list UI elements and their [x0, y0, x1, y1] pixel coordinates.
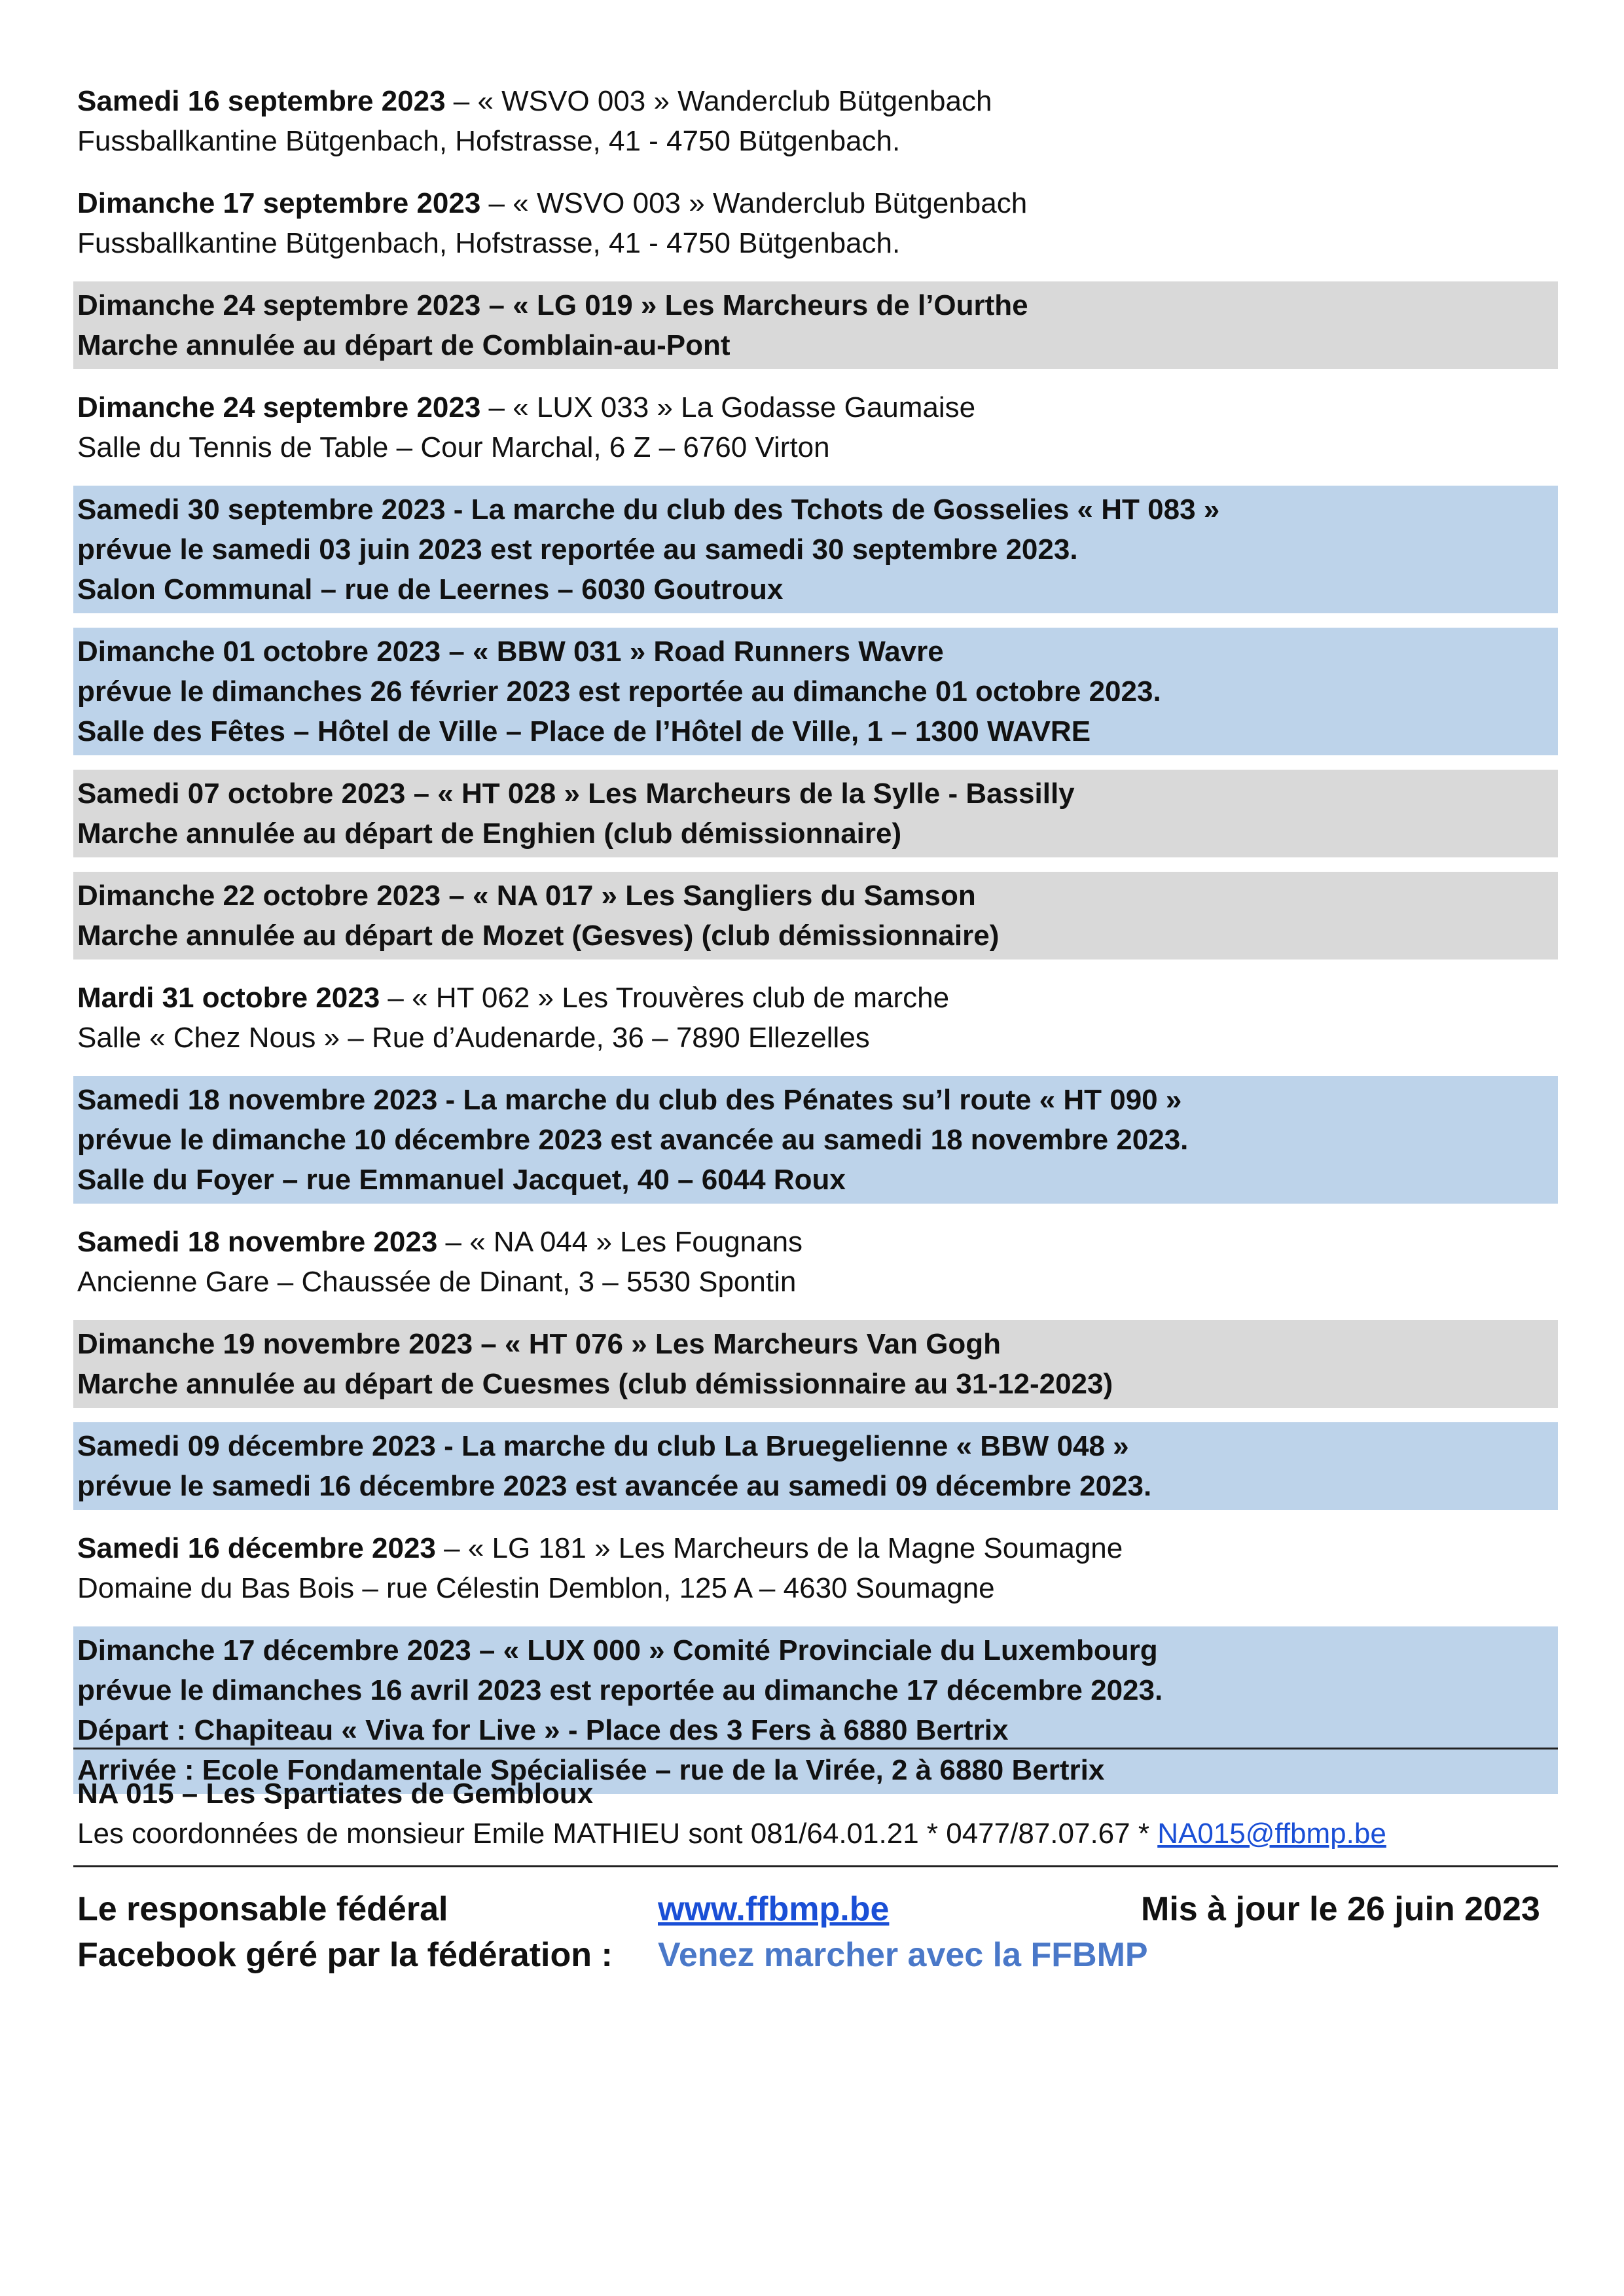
event-heading — [77, 1080, 1554, 1120]
club-note — [77, 1774, 1386, 1854]
event-entry — [73, 77, 1558, 165]
event-entry — [73, 1626, 1558, 1794]
event-heading — [77, 183, 1554, 223]
event-heading — [77, 81, 1554, 121]
event-heading — [77, 387, 1554, 427]
event-entry — [73, 1076, 1558, 1204]
event-date: Samedi 07 octobre 2023 – « HT 028 » Les Marcheurs de la Sylle - Bassilly — [77, 778, 1075, 810]
event-detail: Ancienne Gare – Chaussée de Dinant, 3 – 5530 Spontin — [77, 1266, 797, 1298]
event-heading — [77, 1426, 1554, 1466]
event-club: – « LG 181 » Les Marcheurs de la Magne Soumagne — [435, 1532, 1123, 1564]
event-date: Samedi 16 décembre 2023 — [77, 1532, 436, 1564]
footer — [77, 1886, 1558, 1978]
event-club: – « WSVO 003 » Wanderclub Bütgenbach — [445, 85, 992, 117]
event-date: Dimanche 17 décembre 2023 – « LUX 000 » Comité Provinciale du Luxembourg — [77, 1634, 1158, 1666]
event-date: Dimanche 01 octobre 2023 – « BBW 031 » Road Runners Wavre — [77, 636, 944, 668]
event-club: – « LUX 033 » La Godasse Gaumaise — [480, 391, 976, 423]
event-date: Dimanche 22 octobre 2023 – « NA 017 » Les Sangliers du Samson — [77, 880, 976, 912]
event-entry — [73, 281, 1558, 369]
event-heading — [77, 774, 1554, 814]
event-entry — [73, 628, 1558, 755]
event-date: Dimanche 19 novembre 2023 – « HT 076 » Les Marcheurs Van Gogh — [77, 1328, 1001, 1360]
event-date: Dimanche 17 septembre 2023 — [77, 187, 481, 219]
event-entry — [73, 384, 1558, 471]
update-date: Mis à jour le 26 juin 2023 — [1141, 1890, 1540, 1928]
event-entry — [73, 974, 1558, 1062]
event-entry — [73, 1524, 1558, 1612]
event-detail: Salon Communal – rue de Leernes – 6030 Goutroux — [77, 573, 784, 605]
website-link[interactable]: www.ffbmp.be — [658, 1890, 890, 1928]
event-club: – « HT 062 » Les Trouvères club de marche — [380, 982, 950, 1014]
event-entry — [73, 1320, 1558, 1408]
event-heading — [77, 1324, 1554, 1364]
event-date: Dimanche 24 septembre 2023 – « LG 019 » Les Marcheurs de l’Ourthe — [77, 289, 1028, 321]
event-heading — [77, 978, 1554, 1018]
event-detail: prévue le dimanches 26 février 2023 est reportée au dimanche 01 octobre 2023. — [77, 675, 1161, 708]
event-entry — [73, 770, 1558, 857]
event-entry — [73, 872, 1558, 960]
event-detail: Marche annulée au départ de Comblain-au-Pont — [77, 329, 731, 361]
event-detail: Salle des Fêtes – Hôtel de Ville – Place de l’Hôtel de Ville, 1 – 1300 WAVRE — [77, 715, 1091, 747]
event-date: Samedi 16 septembre 2023 — [77, 85, 446, 117]
event-heading — [77, 1222, 1554, 1262]
event-heading — [77, 1630, 1554, 1670]
event-date: Dimanche 24 septembre 2023 — [77, 391, 481, 423]
event-detail: Arrivée : Ecole Fondamentale Spécialisée – rue de la Virée, 2 à 6880 Bertrix — [77, 1754, 1105, 1786]
event-detail: prévue le samedi 16 décembre 2023 est avancée au samedi 09 décembre 2023. — [77, 1470, 1152, 1502]
facebook-label: Facebook géré par la fédération : — [77, 1936, 613, 1974]
event-entry — [73, 179, 1558, 267]
event-club: – « NA 044 » Les Fougnans — [437, 1226, 803, 1258]
event-entry — [73, 1422, 1558, 1510]
club-note-title: NA 015 – Les Spartiates de Gembloux — [77, 1778, 594, 1810]
club-note-text: Les coordonnées de monsieur Emile MATHIEU sont 081/64.01.21 * 0477/87.07.67 * NA015@ffbmp.be — [77, 1818, 1386, 1850]
event-detail: Domaine du Bas Bois – rue Célestin Demblon, 125 A – 4630 Soumagne — [77, 1572, 995, 1604]
responsable-label: Le responsable fédéral — [77, 1890, 448, 1928]
event-heading — [77, 490, 1554, 529]
event-heading — [77, 1528, 1554, 1568]
event-detail: Marche annulée au départ de Enghien (club démissionnaire) — [77, 817, 902, 850]
event-detail: Marche annulée au départ de Cuesmes (club démissionnaire au 31-12-2023) — [77, 1368, 1113, 1400]
events-list — [73, 77, 1558, 1808]
event-date: Mardi 31 octobre 2023 — [77, 982, 380, 1014]
event-detail: prévue le dimanche 10 décembre 2023 est avancée au samedi 18 novembre 2023. — [77, 1124, 1189, 1156]
event-detail: Fussballkantine Bütgenbach, Hofstrasse, 41 - 4750 Bütgenbach. — [77, 125, 901, 157]
divider — [73, 1865, 1558, 1867]
event-entry — [73, 486, 1558, 613]
event-heading — [77, 632, 1554, 672]
divider — [73, 1748, 1558, 1749]
event-heading — [77, 285, 1554, 325]
event-date: Samedi 18 novembre 2023 — [77, 1226, 438, 1258]
event-entry — [73, 1218, 1558, 1306]
event-date: Samedi 09 décembre 2023 - La marche du club La Bruegelienne « BBW 048 » — [77, 1430, 1129, 1462]
event-heading — [77, 876, 1554, 916]
email-link[interactable]: NA015@ffbmp.be — [1157, 1818, 1386, 1850]
event-club: – « WSVO 003 » Wanderclub Bütgenbach — [480, 187, 1028, 219]
event-date: Samedi 30 septembre 2023 - La marche du club des Tchots de Gosselies « HT 083 » — [77, 493, 1220, 526]
event-date: Samedi 18 novembre 2023 - La marche du club des Pénates su’l route « HT 090 » — [77, 1084, 1182, 1116]
event-detail: prévue le dimanches 16 avril 2023 est reportée au dimanche 17 décembre 2023. — [77, 1674, 1163, 1706]
event-detail: Marche annulée au départ de Mozet (Gesves) (club démissionnaire) — [77, 920, 1000, 952]
event-detail: Salle du Foyer – rue Emmanuel Jacquet, 40 – 6044 Roux — [77, 1164, 846, 1196]
event-detail: Départ : Chapiteau « Viva for Live » - Place des 3 Fers à 6880 Bertrix — [77, 1714, 1009, 1746]
event-detail: Fussballkantine Bütgenbach, Hofstrasse, 41 - 4750 Bütgenbach. — [77, 227, 901, 259]
event-detail: Salle du Tennis de Table – Cour Marchal, 6 Z – 6760 Virton — [77, 431, 830, 463]
event-detail: prévue le samedi 03 juin 2023 est reportée au samedi 30 septembre 2023. — [77, 533, 1078, 565]
facebook-page-link[interactable]: Venez marcher avec la FFBMP — [658, 1936, 1148, 1974]
event-detail: Salle « Chez Nous » – Rue d’Audenarde, 36 – 7890 Ellezelles — [77, 1022, 870, 1054]
